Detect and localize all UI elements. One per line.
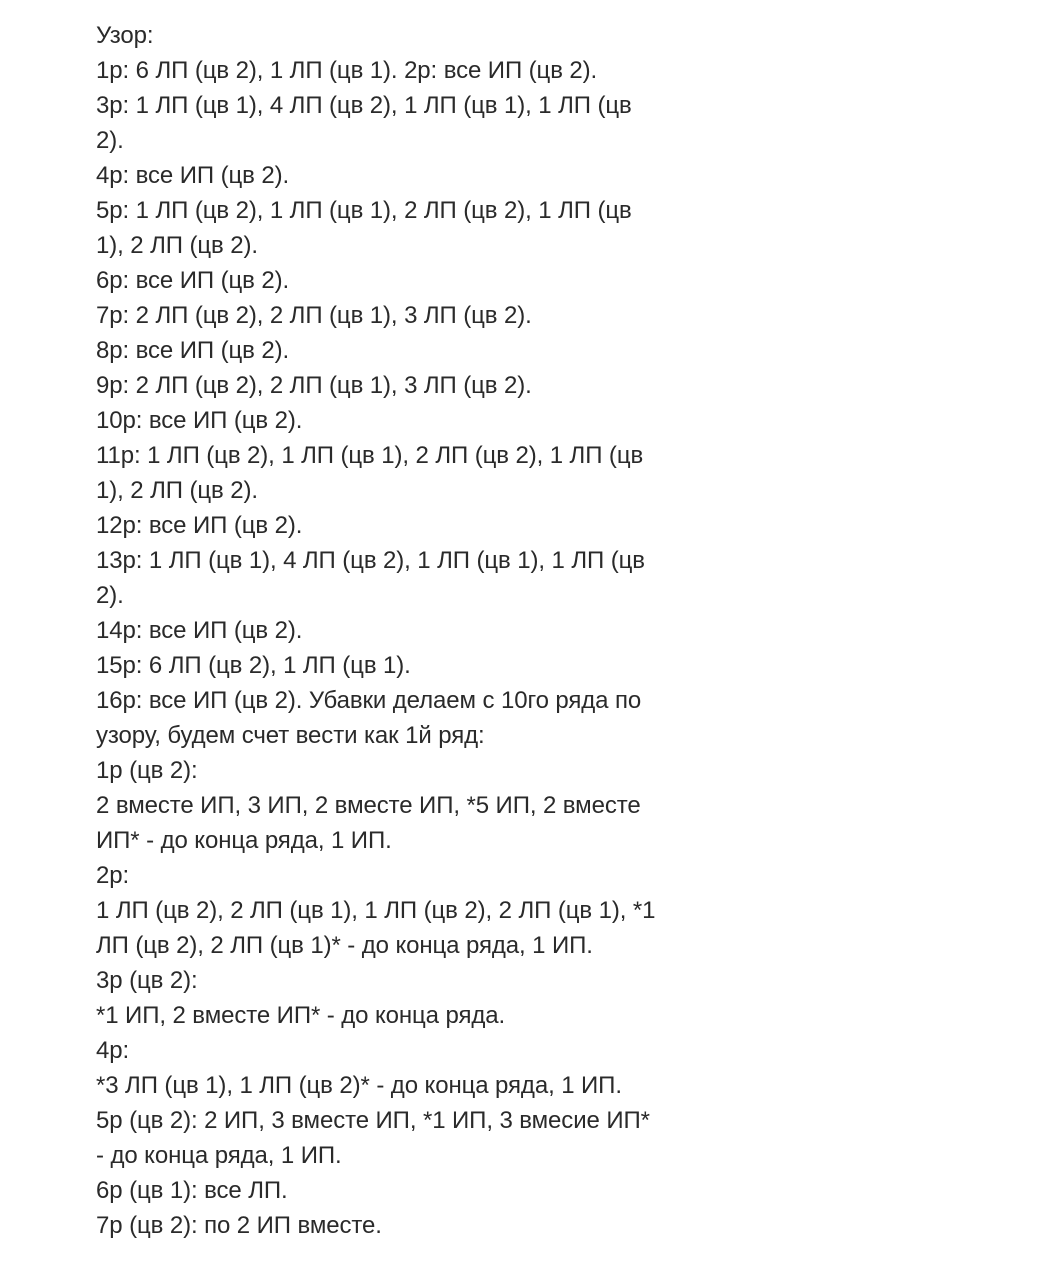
pattern-line: 3р (цв 2): <box>96 967 198 994</box>
pattern-line: 2 вместе ИП, 3 ИП, 2 вместе ИП, *5 ИП, 2 вместе <box>96 792 641 819</box>
pattern-line: *1 ИП, 2 вместе ИП* - до конца ряда. <box>96 1002 506 1029</box>
pattern-line: 11р: 1 ЛП (цв 2), 1 ЛП (цв 1), 2 ЛП (цв 2), 1 ЛП (цв <box>96 442 644 469</box>
pattern-line: ЛП (цв 2), 2 ЛП (цв 1)* - до конца ряда, 1 ИП. <box>96 932 593 959</box>
pattern-line: 2). <box>96 582 124 609</box>
pattern-line: 7р: 2 ЛП (цв 2), 2 ЛП (цв 1), 3 ЛП (цв 2). <box>96 302 532 329</box>
pattern-line: 8р: все ИП (цв 2). <box>96 337 290 364</box>
pattern-line: ИП* - до конца ряда, 1 ИП. <box>96 827 392 854</box>
pattern-line: 1), 2 ЛП (цв 2). <box>96 232 258 259</box>
pattern-line: 6р (цв 1): все ЛП. <box>96 1177 288 1204</box>
pattern-line: 13р: 1 ЛП (цв 1), 4 ЛП (цв 2), 1 ЛП (цв 1), 1 ЛП (цв <box>96 547 645 574</box>
pattern-line: 16р: все ИП (цв 2). Убавки делаем с 10го ряда по <box>96 687 642 714</box>
pattern-line: 14р: все ИП (цв 2). <box>96 617 303 644</box>
pattern-line: 4р: все ИП (цв 2). <box>96 162 290 189</box>
pattern-text <box>96 18 736 1243</box>
pattern-line: 7р (цв 2): по 2 ИП вместе. <box>96 1212 382 1239</box>
pattern-line: 1 ЛП (цв 2), 2 ЛП (цв 1), 1 ЛП (цв 2), 2 ЛП (цв 1), *1 <box>96 897 656 924</box>
pattern-line: 1р: 6 ЛП (цв 2), 1 ЛП (цв 1). 2р: все ИП (цв 2). <box>96 57 598 84</box>
pattern-line: 5р: 1 ЛП (цв 2), 1 ЛП (цв 1), 2 ЛП (цв 2), 1 ЛП (цв <box>96 197 632 224</box>
pattern-line: 4р: <box>96 1037 130 1064</box>
pattern-line: 15р: 6 ЛП (цв 2), 1 ЛП (цв 1). <box>96 652 411 679</box>
pattern-line: 2). <box>96 127 124 154</box>
pattern-line: 12р: все ИП (цв 2). <box>96 512 303 539</box>
pattern-heading: Узор: <box>96 22 154 49</box>
pattern-line: 10р: все ИП (цв 2). <box>96 407 303 434</box>
pattern-line: 2р: <box>96 862 130 889</box>
pattern-line: 1р (цв 2): <box>96 757 198 784</box>
pattern-line: 9р: 2 ЛП (цв 2), 2 ЛП (цв 1), 3 ЛП (цв 2). <box>96 372 532 399</box>
pattern-line: 5р (цв 2): 2 ИП, 3 вместе ИП, *1 ИП, 3 вмесие ИП* <box>96 1107 650 1134</box>
pattern-line: узору, будем счет вести как 1й ряд: <box>96 722 485 749</box>
pattern-line: 1), 2 ЛП (цв 2). <box>96 477 258 504</box>
pattern-line: - до конца ряда, 1 ИП. <box>96 1142 342 1169</box>
pattern-line: *3 ЛП (цв 1), 1 ЛП (цв 2)* - до конца ряда, 1 ИП. <box>96 1072 622 1099</box>
pattern-line: 3р: 1 ЛП (цв 1), 4 ЛП (цв 2), 1 ЛП (цв 1), 1 ЛП (цв <box>96 92 632 119</box>
pattern-line: 6р: все ИП (цв 2). <box>96 267 290 294</box>
